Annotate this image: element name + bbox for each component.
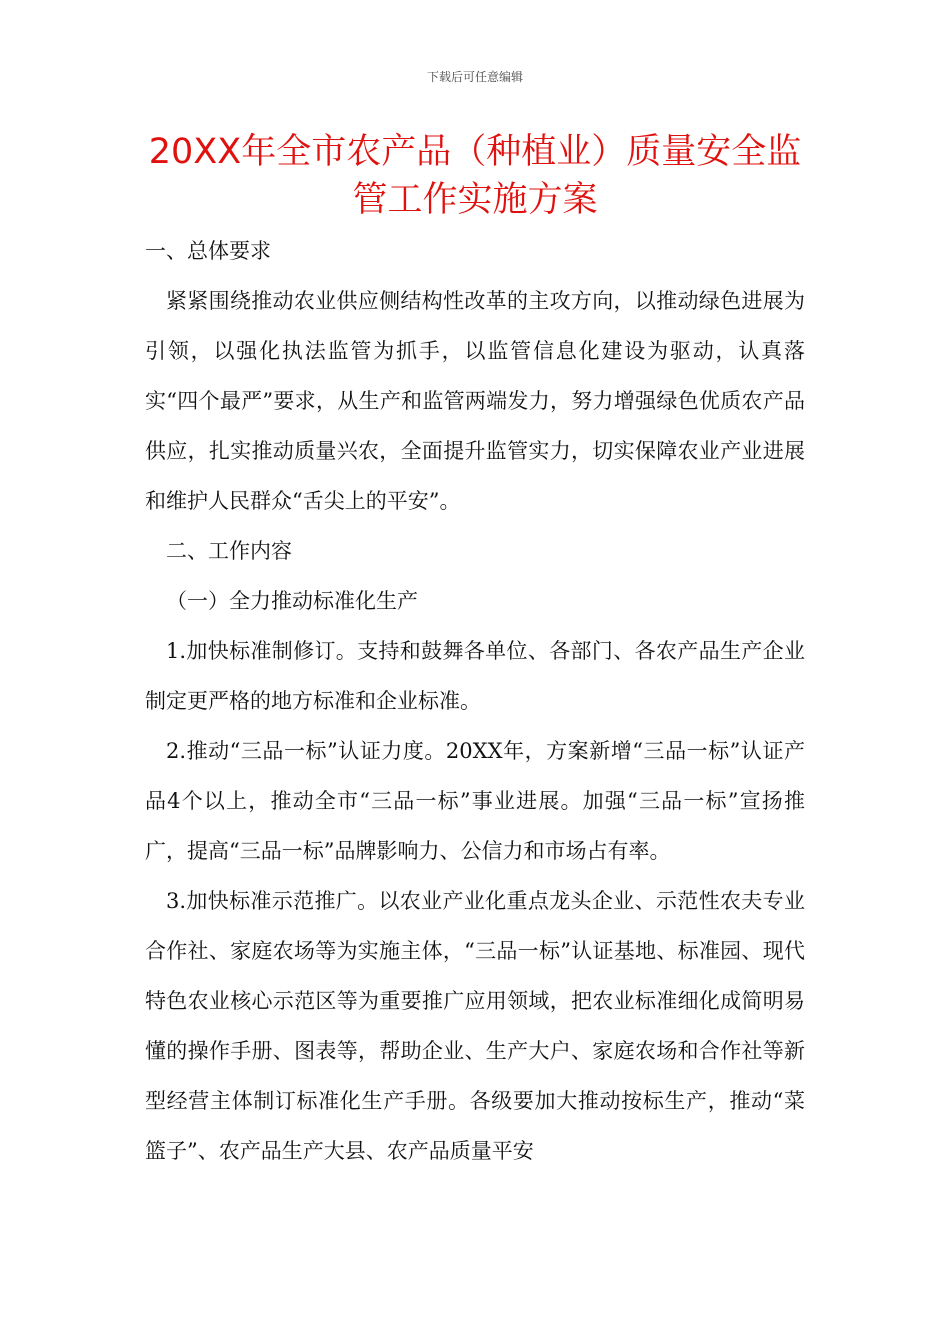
section-heading-general-requirements: 一、总体要求 xyxy=(145,239,271,263)
document-title: 20XX年全市农产品（种植业）质量安全监管工作实施方案 xyxy=(148,132,802,220)
section-heading-work-content: 二、工作内容 xyxy=(166,539,292,563)
paragraph-general-requirements: 紧紧围绕推动农业供应侧结构性改革的主攻方向，以推动绿色进展为引领，以强化执法监管为抓手，以监管信息化建设为驱动，认真落实“四个最严”要求，从生产和监管两端发力，努力增强绿色优质农产品供应，扎实推动质量兴农，全面提升监管实力，切实保障农业产业进展和维护人民群众“舌尖上的平安”。 xyxy=(145,289,805,513)
paragraph-item-2: 2.推动“三品一标”认证力度。20XX年，方案新增“三品一标”认证产品4个以上，推动全市“三品一标”事业进展。加强“三品一标”宣扬推广，提高“三品一标”品牌影响力、公信力和市场占有率。 xyxy=(145,739,805,863)
paragraph-item-1: 1.加快标准制修订。支持和鼓舞各单位、各部门、各农产品生产企业制定更严格的地方标准和企业标准。 xyxy=(145,639,805,713)
document-body xyxy=(145,226,805,1176)
subsection-heading-standardized-production: （一）全力推动标准化生产 xyxy=(166,589,418,613)
header-note: 下载后可任意编辑 xyxy=(426,70,523,84)
paragraph-item-3: 3.加快标准示范推广。以农业产业化重点龙头企业、示范性农夫专业合作社、家庭农场等为实施主体，“三品一标”认证基地、标准园、现代特色农业核心示范区等为重要推广应用领域，把农业标准细化成简明易懂的操作手册、图表等，帮助企业、生产大户、家庭农场和合作社等新型经营主体制订标准化生产手册。各级要加大推动按标生产，推动“菜篮子”、农产品生产大县、农产品质量平安 xyxy=(145,889,805,1163)
